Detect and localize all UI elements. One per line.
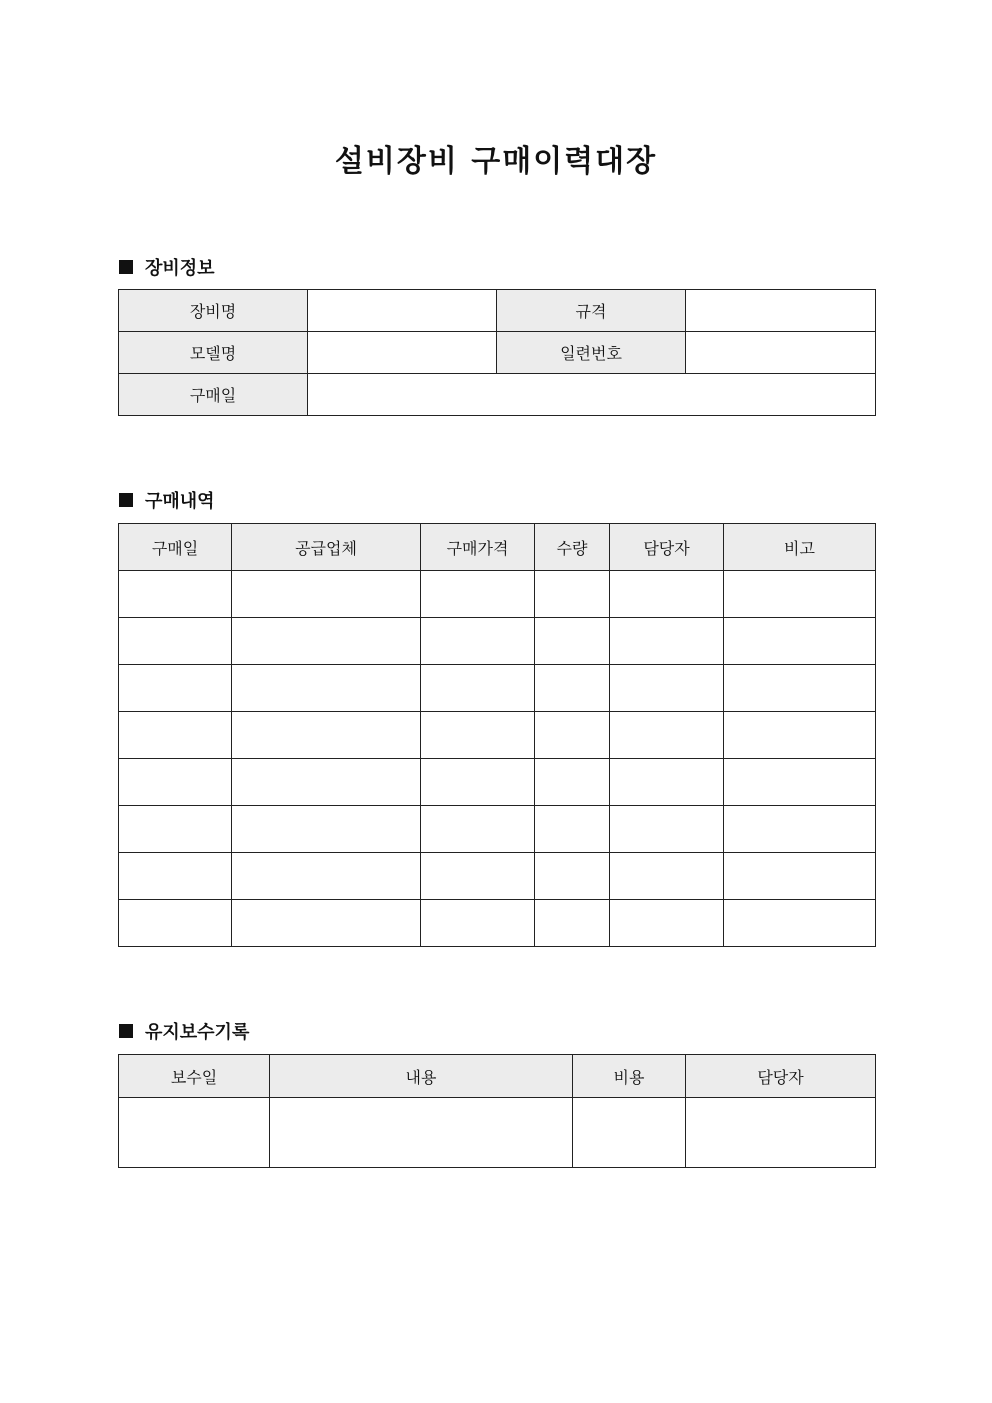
col-header-manager: 담당자	[686, 1055, 876, 1098]
table-cell[interactable]	[724, 571, 876, 618]
col-header-cost: 비용	[573, 1055, 686, 1098]
section-heading-purchases	[119, 487, 215, 513]
table-cell[interactable]	[421, 618, 535, 665]
table-cell[interactable]	[724, 853, 876, 900]
table-cell[interactable]	[232, 900, 421, 947]
table-cell[interactable]	[119, 853, 232, 900]
table-cell[interactable]	[232, 853, 421, 900]
table-cell[interactable]	[724, 806, 876, 853]
table-cell[interactable]	[573, 1098, 686, 1168]
table-cell[interactable]	[232, 665, 421, 712]
section-title: 유지보수기록	[145, 1022, 250, 1043]
table-cell[interactable]	[232, 618, 421, 665]
col-header-supplier: 공급업체	[232, 524, 421, 571]
page-title: 설비장비 구매이력대장	[334, 144, 658, 179]
table-cell[interactable]	[610, 665, 724, 712]
table-cell[interactable]	[421, 900, 535, 947]
table-cell[interactable]	[610, 618, 724, 665]
table-cell[interactable]	[610, 853, 724, 900]
table-row	[119, 571, 876, 618]
table-cell[interactable]	[686, 1098, 876, 1168]
table-cell[interactable]	[535, 759, 610, 806]
table-row	[119, 853, 876, 900]
table-cell[interactable]	[535, 900, 610, 947]
table-cell[interactable]	[724, 712, 876, 759]
table-row	[119, 712, 876, 759]
col-header-price: 구매가격	[421, 524, 535, 571]
table-cell[interactable]	[119, 571, 232, 618]
field-equipment-name[interactable]	[308, 290, 497, 332]
table-cell[interactable]	[610, 900, 724, 947]
table-cell[interactable]	[119, 618, 232, 665]
table-cell[interactable]	[232, 712, 421, 759]
section-heading-equipment	[119, 254, 215, 280]
table-cell[interactable]	[724, 665, 876, 712]
label-purchase-date: 구매일	[119, 374, 308, 416]
table-cell[interactable]	[421, 853, 535, 900]
table-cell[interactable]	[119, 665, 232, 712]
table-cell[interactable]	[724, 759, 876, 806]
table-cell[interactable]	[421, 571, 535, 618]
field-model[interactable]	[308, 332, 497, 374]
table-row	[119, 1098, 876, 1168]
col-header-remarks: 비고	[724, 524, 876, 571]
square-bullet-icon	[119, 260, 133, 274]
maintenance-table	[118, 1054, 876, 1168]
table-cell[interactable]	[232, 806, 421, 853]
table-cell[interactable]	[119, 712, 232, 759]
table-cell[interactable]	[610, 806, 724, 853]
table-cell[interactable]	[724, 618, 876, 665]
col-header-repair-date: 보수일	[119, 1055, 270, 1098]
table-cell[interactable]	[535, 712, 610, 759]
table-cell[interactable]	[535, 571, 610, 618]
table-cell[interactable]	[610, 712, 724, 759]
table-cell[interactable]	[535, 806, 610, 853]
table-cell[interactable]	[610, 759, 724, 806]
purchase-history-table	[118, 523, 876, 947]
equipment-info-table	[118, 289, 876, 416]
table-row	[119, 618, 876, 665]
table-cell[interactable]	[610, 571, 724, 618]
section-title: 구매내역	[145, 491, 215, 512]
table-cell[interactable]	[421, 665, 535, 712]
table-cell[interactable]	[535, 853, 610, 900]
label-model: 모델명	[119, 332, 308, 374]
table-row	[119, 806, 876, 853]
col-header-purchase-date: 구매일	[119, 524, 232, 571]
table-cell[interactable]	[119, 1098, 270, 1168]
table-cell[interactable]	[119, 900, 232, 947]
table-cell[interactable]	[724, 900, 876, 947]
table-row	[119, 759, 876, 806]
col-header-quantity: 수량	[535, 524, 610, 571]
col-header-content: 내용	[270, 1055, 573, 1098]
field-purchase-date[interactable]	[308, 374, 876, 416]
table-cell[interactable]	[119, 806, 232, 853]
square-bullet-icon	[119, 1024, 133, 1038]
table-cell[interactable]	[421, 759, 535, 806]
table-cell[interactable]	[232, 759, 421, 806]
label-equipment-name: 장비명	[119, 290, 308, 332]
table-cell[interactable]	[421, 806, 535, 853]
table-cell[interactable]	[119, 759, 232, 806]
field-serial[interactable]	[686, 332, 876, 374]
square-bullet-icon	[119, 493, 133, 507]
table-cell[interactable]	[421, 712, 535, 759]
label-serial: 일련번호	[497, 332, 686, 374]
table-row	[119, 900, 876, 947]
section-heading-maintenance	[119, 1018, 249, 1044]
col-header-manager: 담당자	[610, 524, 724, 571]
label-spec: 규격	[497, 290, 686, 332]
table-cell[interactable]	[232, 571, 421, 618]
table-cell[interactable]	[535, 665, 610, 712]
table-row	[119, 665, 876, 712]
table-cell[interactable]	[535, 618, 610, 665]
table-cell[interactable]	[270, 1098, 573, 1168]
field-spec[interactable]	[686, 290, 876, 332]
section-title: 장비정보	[145, 258, 215, 279]
